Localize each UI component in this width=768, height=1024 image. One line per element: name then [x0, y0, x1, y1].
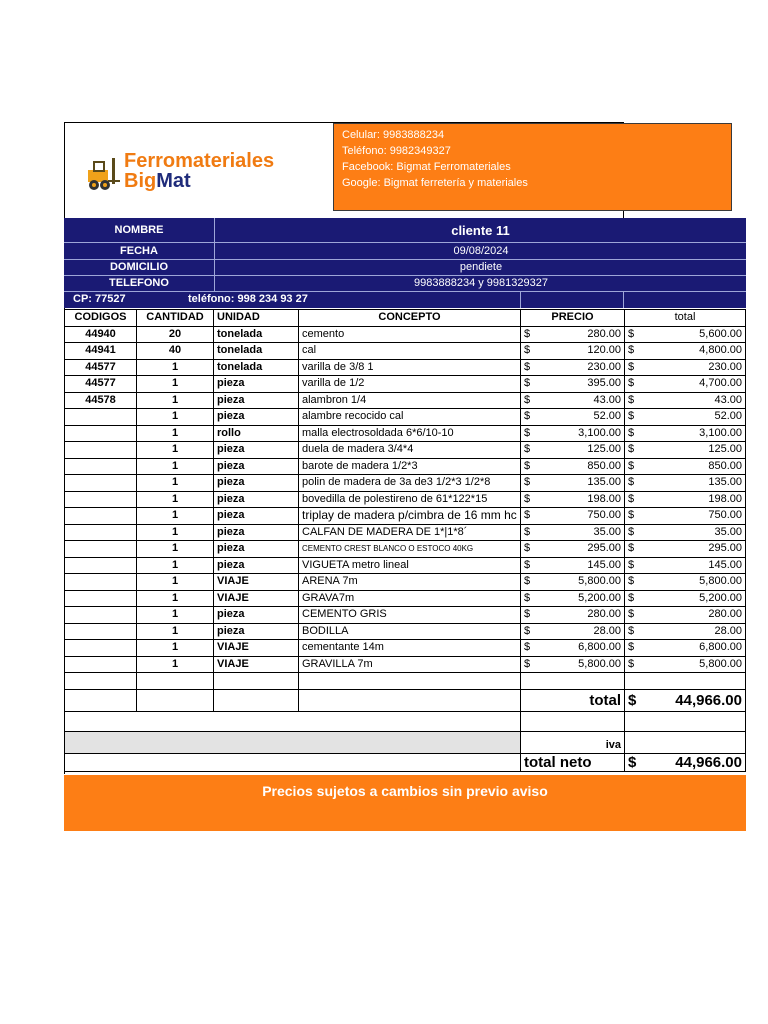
currency-sign: $ [524, 591, 531, 604]
item-concepto: BODILLA [299, 623, 521, 640]
row-nombre [64, 218, 746, 242]
item-concepto: GRAVA7m [299, 590, 521, 607]
item-total-value: 5,200.00 [699, 591, 742, 604]
item-total-value: 3,100.00 [699, 426, 742, 439]
item-concepto: CEMENTO CREST BLANCO O ESTOCO 40KG [299, 541, 521, 558]
total-row [65, 689, 746, 711]
item-precio-value: 52.00 [593, 410, 621, 423]
table-row [65, 656, 746, 673]
item-unidad: pieza [214, 409, 299, 426]
table-header [65, 310, 746, 327]
item-concepto: CALFAN DE MADERA DE 1*|1*8´ [299, 524, 521, 541]
item-cantidad: 1 [137, 590, 214, 607]
item-total [625, 590, 746, 607]
forklift-icon [86, 156, 122, 192]
item-codigo [65, 541, 137, 558]
currency-sign: $ [524, 459, 531, 472]
item-total [625, 343, 746, 360]
currency-sign: $ [628, 542, 635, 555]
item-precio [521, 491, 625, 508]
item-precio-value: 28.00 [593, 624, 621, 637]
item-unidad: pieza [214, 392, 299, 409]
contact-facebook: Facebook: Bigmat Ferromateriales [342, 161, 511, 173]
item-unidad: VIAJE [214, 640, 299, 657]
item-cantidad: 1 [137, 392, 214, 409]
currency-sign: $ [628, 393, 635, 406]
item-codigo: 44941 [65, 343, 137, 360]
col-precio: PRECIO [521, 310, 625, 327]
telefono2-value: teléfono: 998 234 93 27 [188, 293, 308, 305]
table-row [65, 524, 746, 541]
item-cantidad: 1 [137, 409, 214, 426]
blank-row [65, 673, 746, 690]
item-unidad: pieza [214, 475, 299, 492]
currency-sign: $ [524, 476, 531, 489]
item-precio-value: 145.00 [587, 558, 621, 571]
item-total [625, 392, 746, 409]
item-concepto: alambre recocido cal [299, 409, 521, 426]
item-total-value: 4,800.00 [699, 344, 742, 357]
item-total [625, 359, 746, 376]
total-label: total [521, 689, 625, 711]
item-cantidad: 1 [137, 574, 214, 591]
domicilio-value: pendiete [214, 259, 747, 275]
item-cantidad: 1 [137, 442, 214, 459]
item-cantidad: 40 [137, 343, 214, 360]
item-concepto: cementante 14m [299, 640, 521, 657]
item-cantidad: 1 [137, 425, 214, 442]
item-codigo [65, 409, 137, 426]
item-concepto: varilla de 1/2 [299, 376, 521, 393]
item-codigo [65, 524, 137, 541]
item-precio [521, 409, 625, 426]
item-precio [521, 475, 625, 492]
table-row [65, 508, 746, 525]
table-row [65, 475, 746, 492]
item-precio [521, 640, 625, 657]
item-unidad: pieza [214, 524, 299, 541]
col-total: total [625, 310, 746, 327]
neto-row [65, 753, 746, 771]
currency-sign: $ [628, 459, 635, 472]
item-cantidad: 1 [137, 376, 214, 393]
currency-sign: $ [524, 558, 531, 571]
item-codigo [65, 442, 137, 459]
fecha-value: 09/08/2024 [214, 242, 747, 259]
currency-sign: $ [524, 360, 531, 373]
domicilio-label: DOMICILIO [109, 261, 169, 273]
item-precio [521, 326, 625, 343]
currency-sign: $ [628, 377, 635, 390]
table-row [65, 425, 746, 442]
item-total [625, 524, 746, 541]
item-codigo [65, 656, 137, 673]
item-unidad: pieza [214, 557, 299, 574]
item-concepto: CEMENTO GRIS [299, 607, 521, 624]
item-total-value: 280.00 [708, 608, 742, 621]
item-total-value: 750.00 [708, 509, 742, 522]
item-codigo [65, 623, 137, 640]
currency-sign: $ [524, 509, 531, 522]
client-info [64, 218, 746, 308]
item-codigo [65, 557, 137, 574]
item-unidad: pieza [214, 607, 299, 624]
total-cell [625, 689, 746, 711]
item-cantidad: 1 [137, 541, 214, 558]
contact-box [333, 123, 732, 211]
currency-sign: $ [628, 360, 635, 373]
currency-sign: $ [628, 476, 635, 489]
spacer-row [65, 711, 746, 731]
item-total-value: 35.00 [714, 525, 742, 538]
currency-sign: $ [628, 657, 635, 670]
currency-sign: $ [628, 410, 635, 423]
currency-sign: $ [524, 608, 531, 621]
item-total-value: 43.00 [714, 393, 742, 406]
item-unidad: tonelada [214, 326, 299, 343]
item-precio-value: 43.00 [593, 393, 621, 406]
item-total-value: 198.00 [708, 492, 742, 505]
item-concepto: ARENA 7m [299, 574, 521, 591]
currency-sign: $ [524, 492, 531, 505]
currency-sign: $ [628, 525, 635, 538]
item-precio-value: 35.00 [593, 525, 621, 538]
item-total-value: 5,800.00 [699, 575, 742, 588]
item-unidad: pieza [214, 541, 299, 558]
item-precio-value: 280.00 [587, 327, 621, 340]
item-concepto: cal [299, 343, 521, 360]
item-total [625, 623, 746, 640]
item-cantidad: 1 [137, 656, 214, 673]
col-unidad: UNIDAD [214, 310, 299, 327]
item-cantidad: 1 [137, 458, 214, 475]
item-codigo [65, 590, 137, 607]
item-codigo [65, 491, 137, 508]
item-unidad: pieza [214, 508, 299, 525]
item-total [625, 640, 746, 657]
item-total-value: 5,800.00 [699, 657, 742, 670]
table-row [65, 458, 746, 475]
currency-sign: $ [524, 327, 531, 340]
item-precio [521, 623, 625, 640]
total-value: 44,966.00 [675, 691, 742, 709]
col-cantidad: CANTIDAD [137, 310, 214, 327]
neto-currency: $ [628, 753, 637, 771]
currency-sign: $ [524, 344, 531, 357]
currency-sign: $ [524, 641, 531, 654]
item-precio-value: 295.00 [587, 542, 621, 555]
item-total-value: 850.00 [708, 459, 742, 472]
item-unidad: rollo [214, 425, 299, 442]
item-total-value: 125.00 [708, 443, 742, 456]
item-unidad: VIAJE [214, 656, 299, 673]
brand-subname [124, 170, 191, 193]
table-row [65, 442, 746, 459]
contact-google: Google: Bigmat ferretería y materiales [342, 177, 528, 189]
currency-sign: $ [628, 443, 635, 456]
item-precio [521, 557, 625, 574]
item-concepto: cemento [299, 326, 521, 343]
item-codigo: 44577 [65, 359, 137, 376]
item-total [625, 574, 746, 591]
item-codigo: 44577 [65, 376, 137, 393]
item-total [625, 458, 746, 475]
currency-sign: $ [628, 426, 635, 439]
item-cantidad: 1 [137, 524, 214, 541]
item-total-value: 230.00 [708, 360, 742, 373]
item-codigo [65, 458, 137, 475]
nombre-value: cliente 11 [214, 218, 746, 242]
brand-name: Ferromateriales [124, 150, 275, 172]
currency-sign: $ [524, 525, 531, 538]
item-precio [521, 343, 625, 360]
table-row [65, 343, 746, 360]
item-total [625, 607, 746, 624]
item-cantidad: 1 [137, 359, 214, 376]
item-precio-value: 850.00 [587, 459, 621, 472]
item-cantidad: 1 [137, 475, 214, 492]
item-concepto: polin de madera de 3a de3 1/2*3 1/2*8 [299, 475, 521, 492]
table-row [65, 392, 746, 409]
currency-sign: $ [628, 558, 635, 571]
item-concepto: VIGUETA metro lineal [299, 557, 521, 574]
row-telefono [64, 275, 746, 291]
table-row [65, 590, 746, 607]
currency-sign: $ [524, 410, 531, 423]
currency-sign: $ [524, 377, 531, 390]
item-unidad: pieza [214, 442, 299, 459]
currency-sign: $ [524, 624, 531, 637]
table-row [65, 640, 746, 657]
item-total [625, 557, 746, 574]
table-row [65, 557, 746, 574]
item-codigo [65, 425, 137, 442]
item-precio-value: 5,800.00 [578, 657, 621, 670]
item-codigo [65, 640, 137, 657]
brand-big: Big [124, 170, 157, 192]
item-total-value: 28.00 [714, 624, 742, 637]
currency-sign: $ [628, 492, 635, 505]
item-total-value: 4,700.00 [699, 377, 742, 390]
item-total [625, 475, 746, 492]
item-total [625, 491, 746, 508]
item-total-value: 295.00 [708, 542, 742, 555]
item-precio-value: 6,800.00 [578, 641, 621, 654]
item-precio [521, 442, 625, 459]
currency-sign: $ [628, 608, 635, 621]
item-precio [521, 590, 625, 607]
telefono-value: 9983888234 y 9981329327 [214, 275, 747, 291]
item-precio-value: 3,100.00 [578, 426, 621, 439]
footer-banner [64, 775, 746, 831]
item-unidad: VIAJE [214, 574, 299, 591]
table-row [65, 376, 746, 393]
item-precio-value: 750.00 [587, 509, 621, 522]
iva-label: iva [521, 731, 625, 753]
item-precio [521, 458, 625, 475]
telefono-label: TELEFONO [109, 277, 169, 289]
item-total-value: 6,800.00 [699, 641, 742, 654]
table-row [65, 623, 746, 640]
item-total-value: 5,600.00 [699, 327, 742, 340]
table-row [65, 607, 746, 624]
item-precio-value: 280.00 [587, 608, 621, 621]
currency-sign: $ [628, 641, 635, 654]
item-cantidad: 1 [137, 557, 214, 574]
item-precio [521, 508, 625, 525]
item-precio [521, 656, 625, 673]
item-unidad: VIAJE [214, 590, 299, 607]
item-cantidad: 1 [137, 607, 214, 624]
cp-value: CP: 77527 [73, 293, 126, 305]
item-total [625, 326, 746, 343]
fecha-label: FECHA [120, 244, 158, 257]
item-total [625, 442, 746, 459]
currency-sign: $ [524, 443, 531, 456]
currency-sign: $ [524, 575, 531, 588]
item-precio-value: 230.00 [587, 360, 621, 373]
item-total-value: 145.00 [708, 558, 742, 571]
item-total-value: 52.00 [714, 410, 742, 423]
item-concepto: duela de madera 3/4*4 [299, 442, 521, 459]
neto-value: 44,966.00 [675, 753, 742, 771]
row-fecha [64, 242, 746, 259]
item-cantidad: 1 [137, 623, 214, 640]
item-total [625, 656, 746, 673]
table-row [65, 326, 746, 343]
item-concepto: GRAVILLA 7m [299, 656, 521, 673]
contact-telefono: Teléfono: 9982349327 [342, 145, 451, 157]
item-codigo [65, 475, 137, 492]
item-codigo [65, 607, 137, 624]
nombre-label: NOMBRE [114, 224, 164, 236]
total-currency: $ [628, 691, 637, 709]
currency-sign: $ [628, 344, 635, 357]
iva-row [65, 731, 746, 753]
neto-cell [625, 753, 746, 771]
item-unidad: tonelada [214, 343, 299, 360]
item-precio [521, 524, 625, 541]
currency-sign: $ [524, 426, 531, 439]
currency-sign: $ [628, 624, 635, 637]
currency-sign: $ [524, 657, 531, 670]
item-total [625, 409, 746, 426]
item-unidad: pieza [214, 623, 299, 640]
neto-label: total neto [521, 753, 625, 771]
item-concepto: alambron 1/4 [299, 392, 521, 409]
item-precio-value: 125.00 [587, 443, 621, 456]
item-total [625, 376, 746, 393]
footer-text: Precios sujetos a cambios sin previo aviso [262, 783, 548, 799]
item-precio-value: 5,800.00 [578, 575, 621, 588]
row-cp [64, 291, 746, 308]
item-concepto: varilla de 3/8 1 [299, 359, 521, 376]
item-precio [521, 359, 625, 376]
item-unidad: tonelada [214, 359, 299, 376]
item-concepto: triplay de madera p/cimbra de 16 mm hc [299, 508, 521, 525]
item-codigo: 44578 [65, 392, 137, 409]
item-precio [521, 392, 625, 409]
item-precio-value: 120.00 [587, 344, 621, 357]
currency-sign: $ [524, 542, 531, 555]
item-unidad: pieza [214, 458, 299, 475]
currency-sign: $ [628, 327, 635, 340]
contact-celular: Celular: 9983888234 [342, 129, 445, 141]
item-cantidad: 1 [137, 640, 214, 657]
currency-sign: $ [524, 393, 531, 406]
item-codigo [65, 574, 137, 591]
item-codigo [65, 508, 137, 525]
table-row [65, 409, 746, 426]
currency-sign: $ [628, 591, 635, 604]
table-row [65, 574, 746, 591]
item-precio [521, 541, 625, 558]
item-precio-value: 5,200.00 [578, 591, 621, 604]
item-cantidad: 1 [137, 491, 214, 508]
table-row [65, 359, 746, 376]
item-concepto: bovedilla de polestireno de 61*122*15 [299, 491, 521, 508]
item-unidad: pieza [214, 376, 299, 393]
brand-logo [86, 150, 296, 198]
item-total-value: 135.00 [708, 476, 742, 489]
item-precio-value: 198.00 [587, 492, 621, 505]
brand-mat: Mat [156, 170, 191, 192]
item-precio [521, 425, 625, 442]
table-row [65, 491, 746, 508]
table-row [65, 541, 746, 558]
item-precio [521, 607, 625, 624]
row-domicilio [64, 259, 746, 275]
col-concepto: CONCEPTO [299, 310, 521, 327]
item-unidad: pieza [214, 491, 299, 508]
item-concepto: barote de madera 1/2*3 [299, 458, 521, 475]
col-codigos: CODIGOS [65, 310, 137, 327]
item-cantidad: 1 [137, 508, 214, 525]
item-cantidad: 20 [137, 326, 214, 343]
item-precio-value: 135.00 [587, 476, 621, 489]
currency-sign: $ [628, 509, 635, 522]
item-precio [521, 574, 625, 591]
currency-sign: $ [628, 575, 635, 588]
item-precio [521, 376, 625, 393]
item-total [625, 541, 746, 558]
item-precio-value: 395.00 [587, 377, 621, 390]
item-total [625, 508, 746, 525]
item-concepto: malla electrosoldada 6*6/10-10 [299, 425, 521, 442]
items-table [64, 309, 746, 772]
item-codigo: 44940 [65, 326, 137, 343]
item-total [625, 425, 746, 442]
